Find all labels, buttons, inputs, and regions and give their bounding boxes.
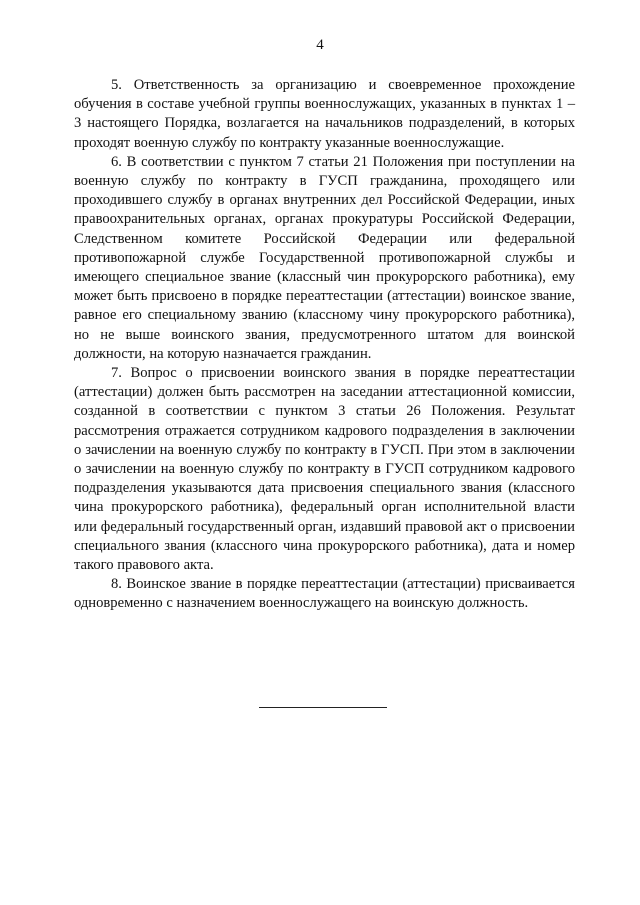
paragraph-5: 5. Ответственность за организацию и своевременное прохождение обучения в составе учебной группы военнослужащих, указанных в пунктах 1 – 3 настоящего Порядка, возлагается на начальников подразделений, в которых проходят военную службу по контракту указанные военнослужащие. bbox=[74, 77, 575, 151]
paragraph-8: 8. Воинское звание в порядке переаттестации (аттестации) присваивается одновременно с назначением военнослужащего на воинскую должность. bbox=[74, 576, 575, 612]
end-of-document-rule bbox=[259, 707, 387, 708]
paragraph-6: 6. В соответствии с пунктом 7 статьи 21 Положения при поступлении на военную службу по контракту в ГУСП гражданина, проходящего или проходившего службу в органах внутренних дел Российской Федерации, иных правоохранительных органах, органах прокуратуры Российской Федерации, Следственном комитете Российской Федерации или федеральной противопожарной службе Государственной противопожарной службы и имеющего специальное звание (классный чин прокурорского работника), ему может быть присвоено в порядке переаттестации (аттестации) воинское звание, равное его специальному званию (классному чину прокурорского работника), но не выше воинского звания, предусмотренного штатом для воинской должности, на которую назначается гражданин. bbox=[74, 153, 575, 362]
page-number: 4 bbox=[316, 37, 324, 53]
paragraph-7: 7. Вопрос о присвоении воинского звания в порядке переаттестации (аттестации) должен быть рассмотрен на заседании аттестационной комиссии, созданной в соответствии с пунктом 3 статьи 26 Положения. Результат рассмотрения отражается сотрудником кадрового подразделения в заключении о зачислении на военную службу по контракту в ГУСП. При этом в заключении о зачислении на военную службу по контракту в ГУСП сотрудником кадрового подразделения указываются дата присвоения специального звания (классного чина прокурорского работника), федеральный орган исполнительной власти или федеральный государственный орган, издавший правовой акт о присвоении специального звания (классного чина прокурорского работника), дата и номер такого правового акта. bbox=[74, 365, 575, 574]
document-body bbox=[74, 76, 575, 614]
